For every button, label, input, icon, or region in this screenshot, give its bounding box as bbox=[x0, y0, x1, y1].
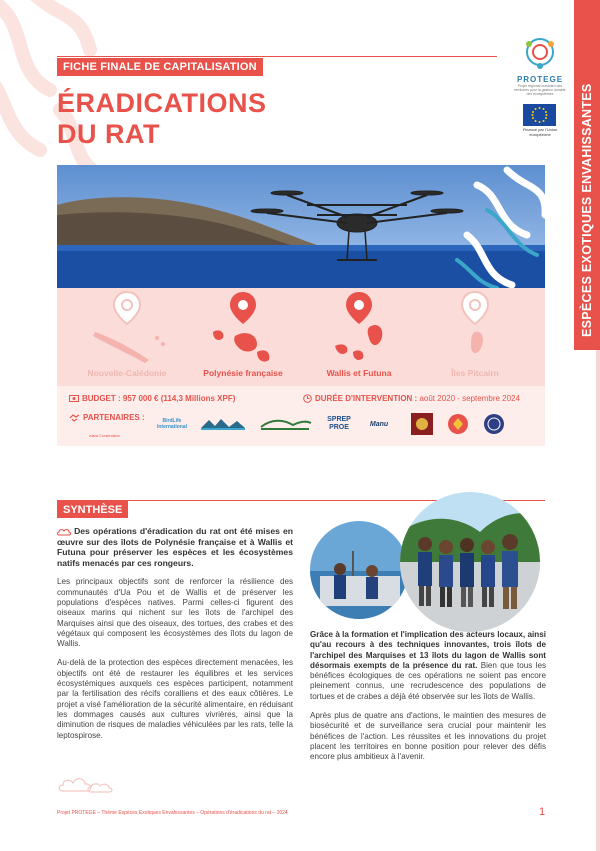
location-wallis-futuna bbox=[299, 290, 419, 382]
budget-text: BUDGET : 957 000 € (114,3 Millions XPF) bbox=[82, 394, 236, 403]
crest-icon bbox=[447, 413, 469, 435]
document-kicker: FICHE FINALE DE CAPITALISATION bbox=[57, 58, 263, 76]
location-pin-icon bbox=[415, 290, 535, 366]
bird-logo-icon bbox=[257, 415, 313, 433]
seal-icon bbox=[410, 412, 434, 436]
info-panel bbox=[57, 386, 545, 446]
hero-drone-image bbox=[57, 165, 545, 288]
partners-label bbox=[69, 413, 145, 422]
location-label: Polynésie française bbox=[203, 368, 283, 378]
top-rule bbox=[57, 56, 497, 57]
protege-tagline: Projet régional océanien des territoires pour la gestion durable des écosystèmes bbox=[514, 84, 566, 96]
partners-label-text: PARTENAIRES : bbox=[83, 413, 145, 422]
partner-logo-8 bbox=[481, 410, 507, 438]
location-polynesie-francaise bbox=[183, 290, 303, 382]
handshake-icon bbox=[69, 413, 80, 422]
duration-value: août 2020 - septembre 2024 bbox=[419, 394, 520, 403]
partner-logo-birdlife bbox=[154, 410, 190, 438]
title-line-2: DU RAT bbox=[57, 119, 160, 149]
location-nouvelle-caledonie bbox=[67, 290, 187, 382]
right-column bbox=[310, 630, 546, 772]
results-lead: Grâce à la formation et l'implication des acteurs locaux, ainsi qu'au recours à des techniques innovantes, trois îlots de l'archipel des Marquises et 13 îlots du lagon de Wallis sont désormais exempts de la présence du rat. bbox=[310, 630, 546, 670]
page-footer: Projet PROTEGE – Thème Espèces Exotiques Envahissantes – Opérations d'éradications du rat – 2024 bbox=[57, 810, 288, 816]
paragraph-objectives: Les principaux objectifs sont de renforcer la résilience des communautés d'Ua Pou et de Wallis et de préserver les populations d'espèces natives. Parmi celles-ci figurent des oiseaux marins qui nichent sur les îlots de l'archipel des Marquises ainsi que des oiseaux, des tortues, des crabes et des végétaux qui composent les écosystèmes des îlots du lagon de Wallis. bbox=[57, 577, 293, 649]
results-rest: Bien que tous les bénéfices écologiques de ces opérations ne soient pas encore pleinement connus, une recrudescence des populations de tortues et de crabes a déjà été observée sur les îlots de Wallis. bbox=[310, 660, 547, 701]
partner-logo-manu bbox=[363, 410, 395, 438]
eu-flag bbox=[523, 104, 556, 126]
island-logo-icon bbox=[199, 416, 247, 432]
partner-caption: Island Conservation bbox=[89, 434, 120, 438]
partner-logo-island-conservation bbox=[197, 410, 249, 438]
partner-logo-text: Manu bbox=[369, 420, 389, 428]
eu-stars-icon bbox=[523, 104, 556, 126]
section-title: SYNTHÈSE bbox=[57, 501, 128, 518]
paragraph-outlook: Après plus de quatre ans d'actions, le maintien des mesures de biosécurité et de surveillance sera crucial pour maintenir les bénéfices de l'action. Les réussites et les innovations du projet placent les territoires en bonne position pour relever des défis encore plus ambitieux à l'avenir. bbox=[310, 711, 546, 762]
team-photo-boat bbox=[310, 521, 408, 619]
location-iles-pitcairn bbox=[415, 290, 535, 382]
emblem-icon bbox=[483, 413, 505, 435]
location-pin-icon bbox=[67, 290, 187, 366]
partner-logos bbox=[149, 410, 539, 440]
partner-logo-3 bbox=[257, 410, 313, 438]
money-icon bbox=[69, 394, 79, 403]
protege-emblem-icon bbox=[520, 36, 560, 70]
lead-paragraph bbox=[57, 526, 293, 568]
partner-logo-7 bbox=[445, 410, 471, 438]
partner-logo-6 bbox=[407, 410, 437, 438]
lead-text: Des opérations d'éradication du rat ont été mises en œuvre sur des îlots de Polynésie française et à Wallis et Futuna pour préserver les espèces et les écosystèmes natifs menacés par ces rongeurs. bbox=[57, 526, 293, 568]
duration-label: DURÉE D'INTERVENTION : bbox=[315, 394, 418, 403]
cloud-icon bbox=[57, 528, 71, 536]
budget bbox=[69, 394, 235, 403]
side-line bbox=[596, 350, 600, 851]
paragraph-results bbox=[310, 630, 546, 702]
location-pin-icon bbox=[183, 290, 303, 366]
side-banner-text: ESPÈCES EXOTIQUES ENVAHISSANTES bbox=[580, 83, 594, 337]
page-number: 1 bbox=[539, 806, 546, 818]
clock-icon bbox=[303, 394, 312, 403]
location-label: Îles Pitcairn bbox=[451, 368, 499, 378]
location-label: Nouvelle-Calédonie bbox=[87, 368, 167, 378]
left-column bbox=[57, 526, 293, 750]
paragraph-services: Au-delà de la protection des espèces directement menacées, les objectifs ont été de restaurer les équilibres et les services écosystémiques auxquels ces espèces participent, notamment par la fertilisation des récifs coralliens et des eaux côtières. Le projet a visé l'amélioration de la sécurité alimentaire, en réduisant les dommages causés aux cultures vivrières, ainsi que la diminution de risques de maladies véhiculées par les rats, telle la leptospirose. bbox=[57, 658, 293, 740]
partner-logo-sprep bbox=[321, 410, 357, 438]
cloud-decoration-icon bbox=[57, 775, 117, 795]
protege-name: PROTEGE bbox=[516, 75, 564, 84]
eu-caption: Financé par l'Union européenne bbox=[522, 127, 558, 137]
protege-logo bbox=[514, 36, 566, 96]
partner-logo-text: BirdLife International bbox=[156, 418, 187, 430]
locations-map bbox=[57, 288, 545, 386]
team-photo-group bbox=[400, 492, 540, 632]
title-line-1: ÉRADICATIONS bbox=[57, 88, 267, 118]
duration bbox=[303, 394, 520, 403]
partner-logo-text: SPREP PROE bbox=[327, 416, 351, 431]
page-title bbox=[57, 88, 357, 150]
location-label: Wallis et Futuna bbox=[326, 368, 392, 378]
location-pin-icon bbox=[299, 290, 419, 366]
